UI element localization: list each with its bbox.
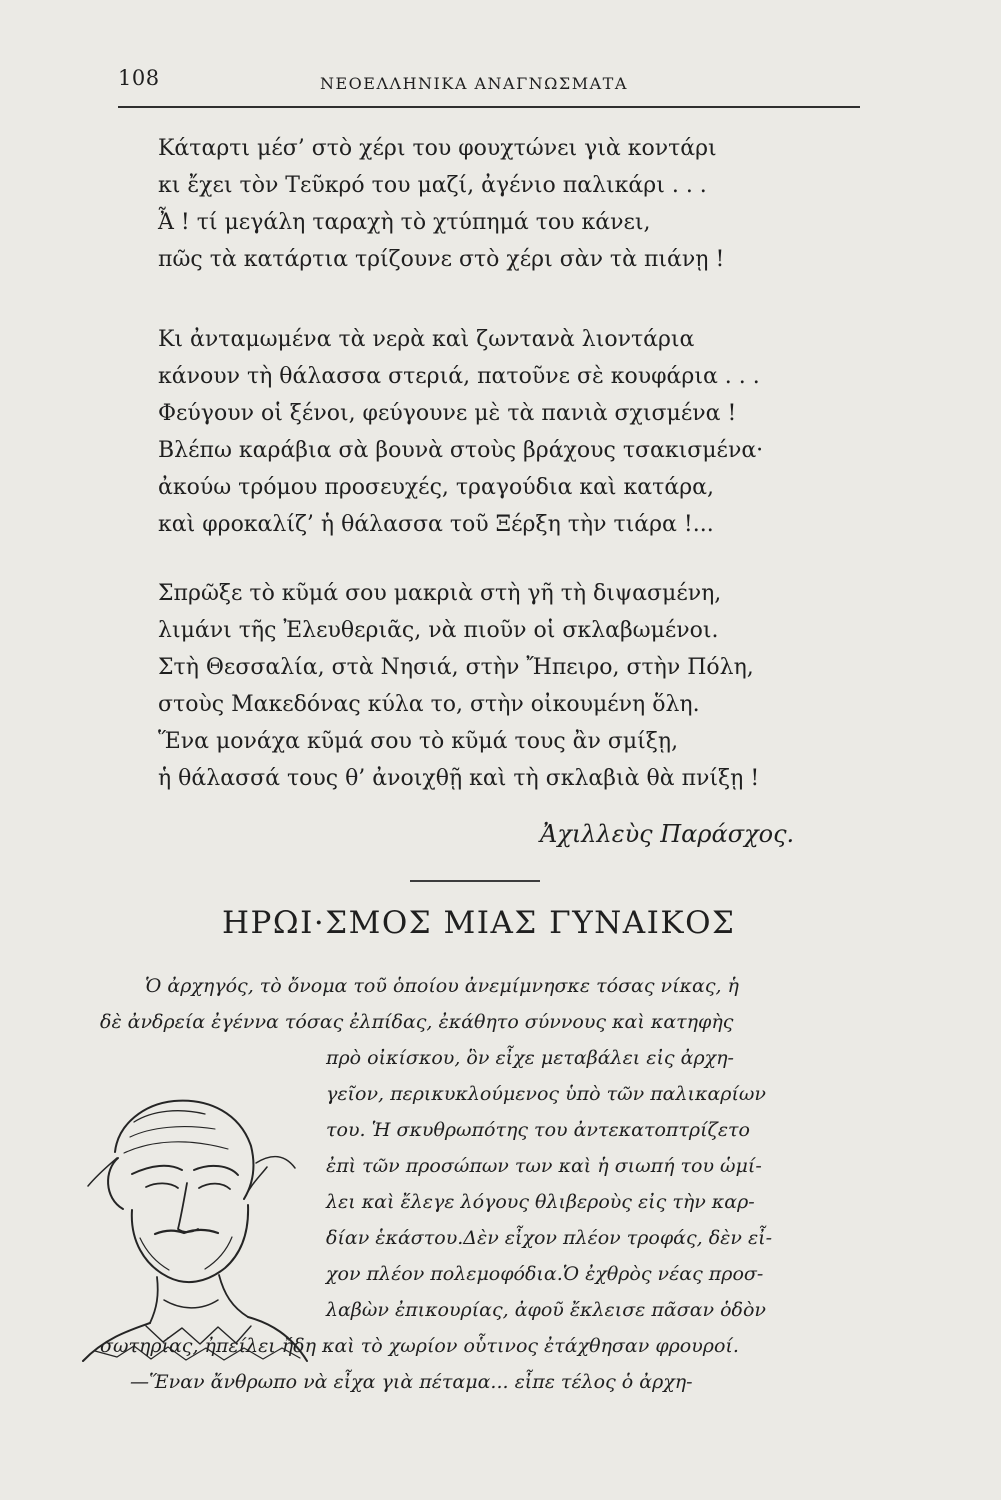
article-line: γεῖον, περικυκλούμενος ὑπὸ τῶν παλικαρίων — [326, 1083, 766, 1105]
poem-line: λιμάνι τῆς Ἐλευθεριᾶς, νὰ πιοῦν οἱ σκλαβωμένοι. — [158, 618, 719, 643]
article-heading: ΗΡΩΙ·ΣΜΟΣ ΜΙΑΣ ΓΥΝΑΙΚΟΣ — [222, 905, 736, 941]
poem-line: Στὴ Θεσσαλία, στὰ Νησιά, στὴν Ἤπειρο, στὴν Πόλη, — [158, 655, 754, 680]
poem-line: Σπρῶξε τὸ κῦμά σου μακριὰ στὴ γῆ τὴ διψασμένη, — [158, 581, 722, 606]
portrait-illustration — [60, 1080, 320, 1370]
article-line: δὲ ἀνδρεία ἐγέννα τόσας ἐλπίδας, ἐκάθητο σύννους καὶ κατηφὴς — [100, 1011, 734, 1033]
article-line: ἐπὶ τῶν προσώπων των καὶ ἡ σιωπή του ὡμί- — [326, 1155, 762, 1177]
poem-line: στοὺς Μακεδόνας κύλα το, στὴν οἰκουμένη ὅλη. — [158, 692, 700, 717]
poem-line: Ἕνα μονάχα κῦμά σου τὸ κῦμά τους ἂν σμίξῃ, — [158, 729, 679, 754]
article-line: πρὸ οἰκίσκου, ὃν εἶχε μεταβάλει εἰς ἀρχη- — [326, 1047, 734, 1069]
poem-stanza-3 — [158, 575, 828, 797]
poem-line: Κάταρτι μέσ’ στὸ χέρι του φουχτώνει γιὰ κοντάρι — [158, 136, 717, 161]
poem-stanza-1 — [158, 130, 828, 278]
article-line: λει καὶ ἔλεγε λόγους θλιβεροὺς εἰς τὴν καρ- — [326, 1191, 755, 1213]
poem-line: Ἆ ! τί μεγάλη ταραχὴ τὸ χτύπημά του κάνει, — [158, 210, 651, 235]
page-header — [118, 66, 860, 108]
article-line: σωτηρίας, ἠπείλει ἤδη καὶ τὸ χωρίον οὗτινος ἐτάχθησαν φρουροί. — [100, 1335, 739, 1357]
article-line: —Ἕναν ἄνθρωπο νὰ εἶχα γιὰ πέταμα... εἶπε τέλος ὁ ἀρχη- — [130, 1371, 693, 1393]
poem-line: κι ἔχει τὸν Τεῦκρό του μαζί, ἀγένιο παλικάρι . . . — [158, 173, 707, 198]
poem-line: Βλέπω καράβια σὰ βουνὰ στοὺς βράχους τσακισμένα· — [158, 438, 764, 463]
running-title: ΝΕΟΕΛΛΗΝΙΚΑ ΑΝΑΓΝΩΣΜΑΤΑ — [320, 74, 628, 93]
article-line: δίαν ἑκάστου.Δὲν εἶχον πλέον τροφάς, δὲν εἶ- — [326, 1227, 773, 1249]
article-line: Ὁ ἀρχηγός, τὸ ὄνομα τοῦ ὁποίου ἀνεμίμνησκε τόσας νίκας, ἡ — [145, 975, 739, 997]
poem-line: Κι ἀνταμωμένα τὰ νερὰ καὶ ζωντανὰ λιοντάρια — [158, 327, 695, 352]
poem-author: Ἀχιλλεὺς Παράσχος. — [540, 820, 795, 848]
article-line: χον πλέον πολεμοφόδια.Ὁ ἐχθρὸς νέας προσ- — [326, 1263, 764, 1285]
poem-stanza-2 — [158, 321, 828, 543]
poem-line: καὶ φροκαλίζ’ ἡ θάλασσα τοῦ Ξέρξη τὴν τιάρα !... — [158, 512, 714, 537]
poem-line: ἀκούω τρόμου προσευχές, τραγούδια καὶ κατάρα, — [158, 475, 714, 500]
poem-line: Φεύγουν οἱ ξένοι, φεύγουνε μὲ τὰ πανιὰ σχισμένα ! — [158, 401, 737, 426]
section-divider — [410, 880, 540, 882]
page-number: 108 — [118, 66, 160, 90]
poem-line: πῶς τὰ κατάρτια τρίζουνε στὸ χέρι σὰν τὰ πιάνῃ ! — [158, 247, 725, 272]
article-line: του. Ἡ σκυθρωπότης του ἀντεκατοπτρίζετο — [326, 1119, 750, 1141]
article-line: λαβὼν ἐπικουρίας, ἀφοῦ ἔκλεισε πᾶσαν ὁδὸν — [326, 1299, 766, 1321]
poem-line: ἡ θάλασσά τους θ’ ἀνοιχθῇ καὶ τὴ σκλαβιὰ θὰ πνίξῃ ! — [158, 766, 760, 791]
poem-line: κάνουν τὴ θάλασσα στεριά, πατοῦνε σὲ κουφάρια . . . — [158, 364, 760, 389]
